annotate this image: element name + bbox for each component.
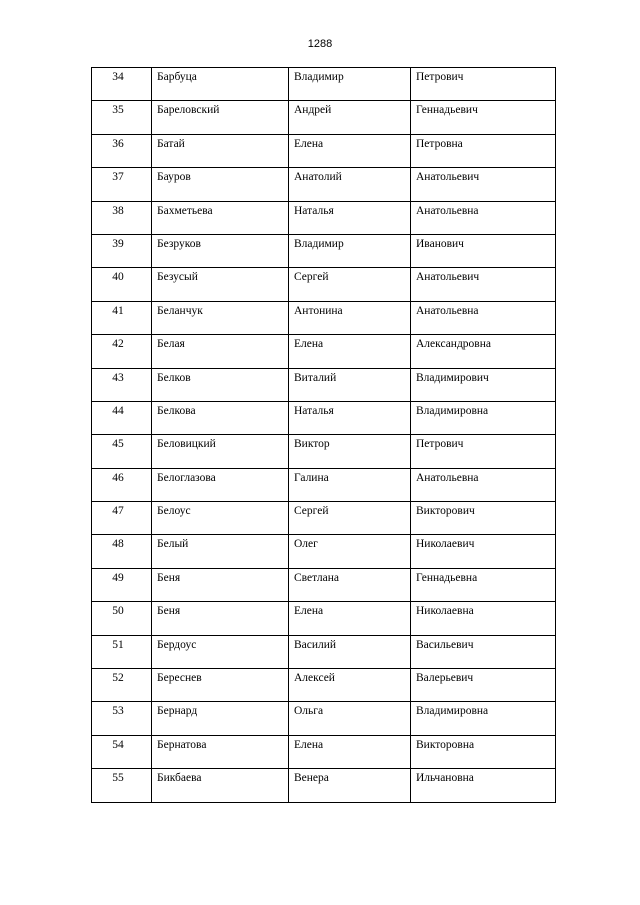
last-name-cell: Бернатова xyxy=(152,735,289,768)
row-number-cell: 37 xyxy=(92,168,152,201)
patronymic-cell: Викторович xyxy=(411,502,556,535)
row-number-cell: 39 xyxy=(92,234,152,267)
table-row xyxy=(92,702,556,735)
last-name-cell: Белый xyxy=(152,535,289,568)
last-name-cell: Безруков xyxy=(152,234,289,267)
patronymic-cell: Геннадьевич xyxy=(411,101,556,134)
last-name-cell: Бикбаева xyxy=(152,769,289,802)
last-name-cell: Бернард xyxy=(152,702,289,735)
patronymic-cell: Васильевич xyxy=(411,635,556,668)
row-number-cell: 45 xyxy=(92,435,152,468)
first-name-cell: Галина xyxy=(289,468,411,501)
row-number-cell: 41 xyxy=(92,301,152,334)
first-name-cell: Владимир xyxy=(289,234,411,267)
table-row xyxy=(92,635,556,668)
first-name-cell: Анатолий xyxy=(289,168,411,201)
row-number-cell: 53 xyxy=(92,702,152,735)
row-number-cell: 43 xyxy=(92,368,152,401)
patronymic-cell: Владимирович xyxy=(411,368,556,401)
last-name-cell: Бахметьева xyxy=(152,201,289,234)
row-number-cell: 38 xyxy=(92,201,152,234)
names-table xyxy=(91,67,556,803)
table-row xyxy=(92,468,556,501)
first-name-cell: Сергей xyxy=(289,502,411,535)
patronymic-cell: Анатольевна xyxy=(411,301,556,334)
first-name-cell: Владимир xyxy=(289,68,411,101)
last-name-cell: Бауров xyxy=(152,168,289,201)
last-name-cell: Белоглазова xyxy=(152,468,289,501)
patronymic-cell: Геннадьевна xyxy=(411,568,556,601)
row-number-cell: 36 xyxy=(92,134,152,167)
last-name-cell: Беня xyxy=(152,602,289,635)
last-name-cell: Береснев xyxy=(152,669,289,702)
last-name-cell: Белков xyxy=(152,368,289,401)
table-row xyxy=(92,168,556,201)
table-row xyxy=(92,68,556,101)
last-name-cell: Бердоус xyxy=(152,635,289,668)
row-number-cell: 44 xyxy=(92,401,152,434)
first-name-cell: Наталья xyxy=(289,201,411,234)
row-number-cell: 49 xyxy=(92,568,152,601)
table-row xyxy=(92,669,556,702)
first-name-cell: Елена xyxy=(289,735,411,768)
row-number-cell: 50 xyxy=(92,602,152,635)
first-name-cell: Виктор xyxy=(289,435,411,468)
patronymic-cell: Анатольевна xyxy=(411,468,556,501)
first-name-cell: Андрей xyxy=(289,101,411,134)
row-number-cell: 46 xyxy=(92,468,152,501)
row-number-cell: 54 xyxy=(92,735,152,768)
row-number-cell: 55 xyxy=(92,769,152,802)
table-row xyxy=(92,602,556,635)
table-row xyxy=(92,368,556,401)
row-number-cell: 47 xyxy=(92,502,152,535)
page-number: 1288 xyxy=(307,38,333,50)
last-name-cell: Белкова xyxy=(152,401,289,434)
patronymic-cell: Владимировна xyxy=(411,702,556,735)
row-number-cell: 42 xyxy=(92,335,152,368)
first-name-cell: Виталий xyxy=(289,368,411,401)
patronymic-cell: Николаевич xyxy=(411,535,556,568)
patronymic-cell: Ильчановна xyxy=(411,769,556,802)
patronymic-cell: Петрович xyxy=(411,68,556,101)
first-name-cell: Олег xyxy=(289,535,411,568)
patronymic-cell: Анатольевна xyxy=(411,201,556,234)
last-name-cell: Батай xyxy=(152,134,289,167)
patronymic-cell: Валерьевич xyxy=(411,669,556,702)
first-name-cell: Светлана xyxy=(289,568,411,601)
first-name-cell: Елена xyxy=(289,602,411,635)
first-name-cell: Антонина xyxy=(289,301,411,334)
table-row xyxy=(92,234,556,267)
row-number-cell: 51 xyxy=(92,635,152,668)
row-number-cell: 52 xyxy=(92,669,152,702)
table-row xyxy=(92,134,556,167)
patronymic-cell: Александровна xyxy=(411,335,556,368)
table-row xyxy=(92,101,556,134)
table-row xyxy=(92,735,556,768)
patronymic-cell: Владимировна xyxy=(411,401,556,434)
first-name-cell: Сергей xyxy=(289,268,411,301)
table-row xyxy=(92,535,556,568)
table-row xyxy=(92,335,556,368)
table-row xyxy=(92,201,556,234)
first-name-cell: Наталья xyxy=(289,401,411,434)
patronymic-cell: Николаевна xyxy=(411,602,556,635)
first-name-cell: Венера xyxy=(289,769,411,802)
table-row xyxy=(92,769,556,802)
first-name-cell: Елена xyxy=(289,134,411,167)
patronymic-cell: Петровна xyxy=(411,134,556,167)
table-row xyxy=(92,268,556,301)
last-name-cell: Беланчук xyxy=(152,301,289,334)
first-name-cell: Алексей xyxy=(289,669,411,702)
patronymic-cell: Иванович xyxy=(411,234,556,267)
last-name-cell: Беловицкий xyxy=(152,435,289,468)
row-number-cell: 48 xyxy=(92,535,152,568)
last-name-cell: Безусый xyxy=(152,268,289,301)
row-number-cell: 34 xyxy=(92,68,152,101)
last-name-cell: Белоус xyxy=(152,502,289,535)
first-name-cell: Василий xyxy=(289,635,411,668)
table-row xyxy=(92,401,556,434)
last-name-cell: Бареловский xyxy=(152,101,289,134)
patronymic-cell: Анатольевич xyxy=(411,268,556,301)
table-row xyxy=(92,301,556,334)
patronymic-cell: Анатольевич xyxy=(411,168,556,201)
names-table-body xyxy=(92,68,556,803)
table-row xyxy=(92,568,556,601)
last-name-cell: Барбуца xyxy=(152,68,289,101)
patronymic-cell: Петрович xyxy=(411,435,556,468)
first-name-cell: Елена xyxy=(289,335,411,368)
row-number-cell: 35 xyxy=(92,101,152,134)
table-row xyxy=(92,435,556,468)
patronymic-cell: Викторовна xyxy=(411,735,556,768)
row-number-cell: 40 xyxy=(92,268,152,301)
last-name-cell: Белая xyxy=(152,335,289,368)
last-name-cell: Беня xyxy=(152,568,289,601)
table-row xyxy=(92,502,556,535)
first-name-cell: Ольга xyxy=(289,702,411,735)
